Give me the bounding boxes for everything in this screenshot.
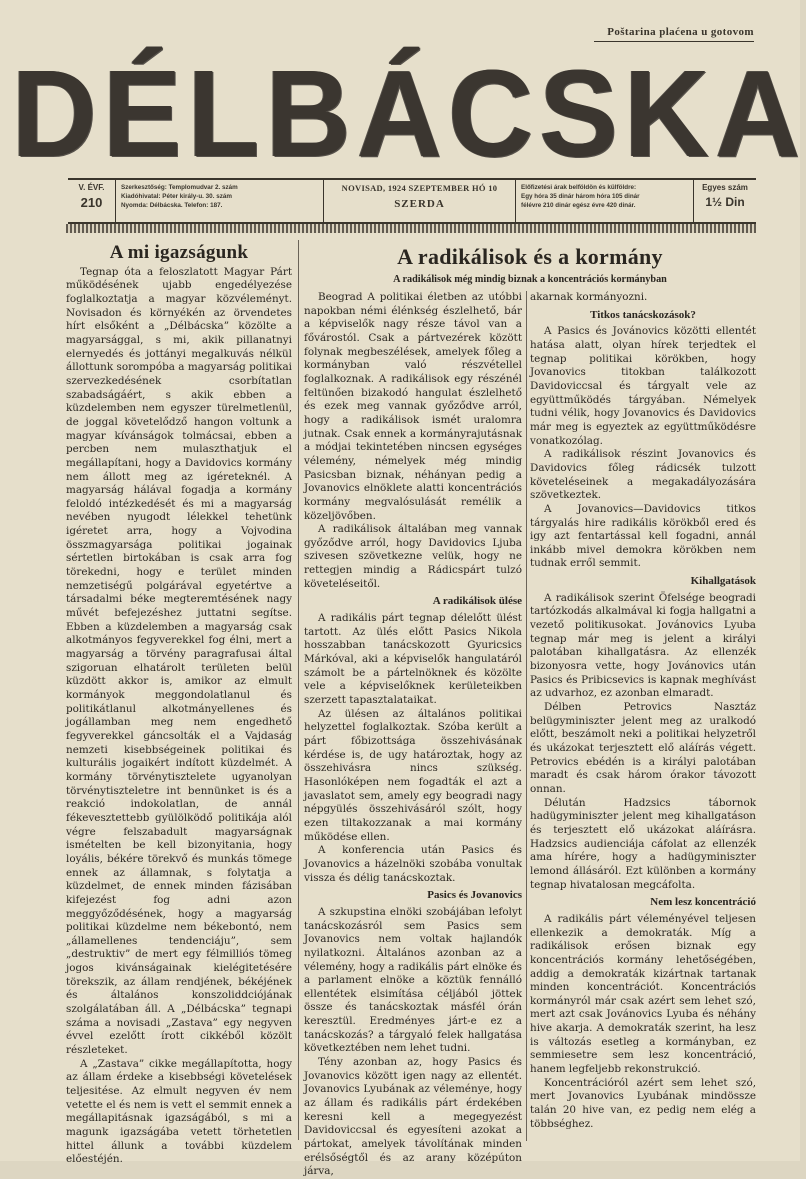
article2-headline: A radikálisok és a kormány [397, 244, 663, 269]
article2-paragraph: A szkupstina elnöki szobájában lefolyt tanácskozásról sem Pasics sem Jovanovics nem voltak hajlandók nyilatkozni. Általános azonban az a vélemény, hogy a radikális párt elnöke és a parlament elnöke a köztük fennálló ellentétek elsimítása céljából jöttek össze és tanácskoztak másfél órán keresztül. Eredményes járt-e ez a tanácskozás? a tárgyaló felek hallgatása következtében nem lehet tudni. [304, 905, 522, 1055]
section-heading: Nem lesz koncentráció [650, 896, 756, 909]
article1-paragraph: A „Zastava” cikke megállapította, hogy az állam érdeke a kisebbségi követelések teljesitése. Az elmult negyven év nem vetette el és nem is vett el semmit ennek a megállapitásnak igazságából, s mi a magunk igazságába vetett törhetetlen hittel állunk a további küzdelem előestéjén. [66, 1057, 292, 1166]
subscription-line: félévre 210 dinár egész évre 420 dinár. [521, 202, 636, 209]
section-heading: Titkos tanácskozások? [590, 308, 696, 321]
article2-paragraph: A Jovanovics—Davidovics titkos tárgyalás hire radikális körökből ered és igy azt fentartással kell fogadni, annál inkább mivel demokra körökben nem tudnak erről semmit. [530, 502, 756, 570]
price-cell [694, 180, 756, 222]
date-cell [324, 180, 516, 222]
masthead-title: DÉLBÁCSKA [11, 44, 806, 184]
article2-paragraph: A radikális párt véleményével teljesen ellenkezik a demokraták. Míg a radikálisok erősen biznak egy koncentrációs kormány lehetőségében, addig a demokraták kizártnak tartanak minden koncentrációt. Koncentrációs kormányról már csak azért sem lehet szó, mert azt csak Jovánovics Lyuba és néhány hive akarja. A demokraták szerint, ha lesz is változás esetleg a kormányban, ez semmiesetre sem lesz koncentráció, hanem legfeljebb rekonstrukció. [530, 912, 756, 1076]
price-label: Egyes szám [702, 183, 748, 192]
subscription-cell [516, 180, 694, 222]
article2-paragraph: A radikálisok részint Jovanovics és Davidovics főleg rádicsék tulzott követeléseinek a megakadályozására szövetkeztek. [530, 448, 756, 502]
article2-subheadline: A radikálisok még mindig biznak a koncentrációs kormányban [393, 274, 667, 285]
price-value: 1½ Din [705, 195, 745, 209]
article2-paragraph: Tény azonban az, hogy Pasics és Jovanovics között igen nagy az ellentét. Jovanovics Lyubának az véleménye, hogy az állam és radikális párt érdekében keresni kell a megegyezést Davidoviccsal és egyesíteni azokat a pártokat, amelyek távolítának minden erélsőségtől és az arany középúton járva, [304, 1056, 522, 1178]
office-line: Kiadóhivatal: Péter király-u. 30. szám [121, 193, 232, 200]
column-divider [526, 291, 527, 1141]
postage-rule [594, 41, 754, 42]
office-line: Nyomda: Délbácska. Telefon: 187. [121, 202, 223, 209]
masthead [11, 44, 806, 184]
article2-paragraph: Az ülésen az általános politikai helyzettel foglalkoztak. Szóba került a párt főbizottsága összehivásának kérdése is, de ugy határoztak, hogy az összehivásra nincs szükség. Hasonlóképen nem fogadták el azt a javaslatot sem, amely egy beogradi nagy népgyülés összehivásáról szólt, hogy ezen tiltakozzanak a mai kormány működése ellen. [304, 707, 522, 843]
article2-paragraph: Délben Petrovics Nasztáz belügyminiszter jelent meg az uralkodó előtt, beszámolt neki a politikai helyzetről és ukázokat terjesztett elő aláírás végett. Petrovics ebédén is a királyi palotában maradt és csak három órakor távozott onnan. [530, 701, 756, 795]
dateline: NOVISAD, 1924 SZEPTEMBER HÓ 10 [341, 183, 498, 193]
subscription-line: Előfizetési árak belföldön és külföldre: [521, 184, 637, 191]
article-column-3 [530, 291, 756, 1131]
article2-paragraph: Délután Hadzsics tábornok hadügyminiszter jelent meg kihallgatáson és terjesztett elő ukázokat aláírásra. Hadzsics audienciája cáfolat az ellenzék ama hírére, hogy a hadügyminiszter lemond állásáról. Ezt különben a kormány tegnap hivatalosan megcáfolta. [530, 796, 756, 891]
weekday: SZERDA [394, 198, 445, 210]
section-heading: A radikálisok ülése [432, 595, 522, 608]
subscription-line: Egy hóra 35 dinár három hóra 105 dinár [521, 193, 640, 200]
article2-paragraph: A konferencia után Pasics és Jovanovics a házelnöki szobába vonultak vissza és délig tanácskoztak. [304, 844, 522, 884]
article2-paragraph: A radikálisok szerint Öfelsége beogradi tartózkodás alkalmával ki fogja hallgatni a vezető politikusokat. Jovánovics Lyuba tegnap már meg is jelent a királyi palotában kihallgatásra. Az ellenzék bizonyosra vette, hogy Jovánovics után Pasics és Pribicsevics is kapnak meghívást az udvarhoz, ez azonban elmaradt. [530, 591, 756, 700]
column-divider [298, 240, 299, 1140]
article2-paragraph: A Pasics és Jovánovics közötti ellentét hatása alatt, olyan hírek terjedtek el tegnap politikai körökben, hogy Jovanovics titokban találkozott Davidoviccsal és tárgyalt vele az együttműködés tárgyában. Némelyek tudni vélik, hogy Jovanovics és Davidovics már meg is egyeztek az együttműködésre vonatkozólag. [530, 325, 756, 447]
article-column-2 [304, 291, 522, 1179]
year-cell [68, 180, 116, 222]
info-bar [68, 178, 756, 224]
article2-paragraph: Koncentrációról azért sem lehet szó, mert Jovanovics Lyubának mindössze talán 20 hive van, ez pedig nem elég a többséghez. [530, 1076, 756, 1130]
decorative-stripe [66, 224, 756, 233]
section-heading: Kihallgatások [690, 575, 756, 588]
article2-paragraph: A radikális párt tegnap délelőtt ülést tartott. Az ülés előtt Pasics Nikola hosszabban tanácskozott Gyuricsics Márkóval, aki a képviselők hangulatáról számolt be a pártelnöknek és közölte vele a képviselőknek kerületeikben szerzett tapasztalataikat. [304, 612, 522, 707]
article-column-1 [66, 244, 292, 1167]
article2-paragraph: A radikálisok általában meg vannak győződve arról, hogy Davidovics Ljuba szivesen szövetkezne velük, hogy ne rettegjen mindig a Rádicspárt tulzó követeléseitől. [304, 523, 522, 590]
section-heading: Pasics és Jovanovics [427, 889, 522, 902]
office-cell [116, 180, 324, 222]
postage-note: Poštarina plaćena u gotovom [607, 26, 754, 38]
article1-paragraph: Tegnap óta a feloszlatott Magyar Párt működésének ujabb engedélyezése foglalkoztatja a magyar közvéleményt. Novisadon és környékén az örvendetes hírt elsőként a „Délbácska” közölte a magyarsággal, s mi, akik pillanatnyi elernyedés és jottányi megalkuvás nélkül állottunk sorompóba a magyarság politikai szervezkedésének csorbítatlan szabadságáért, s akik ebben a küzdelemben nem egyszer türelmetlenül, de joggal követelődző hangon voltunk a magyar kívánságok tolmácsai, ebben a percben nem mulaszthatjuk el megállapítani, hogy a Davidovics kormány nem állott meg az igéreteknél. A magyarság hálával fogadja a kormány feloldó intézkedését és mi a magyarság nevében nyugodt lélekkel tehetünk igéretet arra, hogy a Vojvodina összmagyarsága politikai jogainak sértetlen birtokában is csak arra fog törekedni, hogy e terület minden nemzetiségű polgárával egyetértve a társadalmi béke megteremtésének nagy művét befejezéshez juttatni segítse. Ebben a küzdelemben a magyarság csak alkotmányos fegyverekkel fog élni, mert a magyarság a törvény paragrafusai által szigoruan elhatárolt területen belül küzdött akkor is, amikor az elmult kormányok meggondolatlanul és politikátlanul alkotmányellenes és jogállamban meg nem engedhető fegyverekkel gáncsolták el a Vajdaság nemzeti kisebbségeinek politikai és kulturális jogaikért indított küzdelmét. A kormány törvénytisztelete ugyanolyan törvénytiszteletre int bennünket is és a reakció indokolatlan, de annál fékevesztettebb gyülölködő politikája alól végre felszabadult magyarságnak ismételten be kell bizonyitania, hogy loyális, békére törekvő és munkás tömege ennek az államnak, s folytatja a küzdelmet, de ennek minden fázisában kifejezést fog adni azon meggyőződésének, hogy a magyarság politikai küzdelme nem békebontó, nem „államellenes tendenciáju”, sem „destruktiv” de mert egy félmilliós tömeg jogos kivánságainak kielégitetésére törekszik, az állam rendjének, békéjének és általános konszoliddciójának szolgálatában áll. A „Délbácska” tegnapi száma a novisadi „Zastava” egy negyven évvel ezelőtt írott cikkéből közölt részleteket. [66, 265, 292, 1057]
issue-number: 210 [80, 195, 103, 210]
article1-headline: A mi igazságunk [109, 242, 249, 263]
year-label: V. ÉVF. [78, 183, 105, 192]
office-line: Szerkesztőség: Templomudvar 2. szám [121, 184, 238, 191]
article2-paragraph: akarnak kormányozni. [530, 291, 648, 303]
article2-paragraph: Beograd A politikai életben az utóbbi napokban némi élénkség észlelhető, bár a képviselők nagy része távol van a fővárostól. Csak a pártvezérek között folynak megbeszélések, amelyek főleg a kormányban való részvétellel foglalkoznak. A radikálisok egy részénél feltünően bizakodó hangulat észlelhető és ezek meg vannak győződve arról, hogy a radikálisok ismét uralomra jutnak. Csak ennek a kormányrajutásnak a módjai tekintetében nincsen egységes vélemény, némelyek még mindig Pasicsban biznak, néhányan pedig a Jovanovics elnöklete alatti koncentrációs kormány megvalósulását remélik a közeljövőben. [304, 291, 522, 522]
